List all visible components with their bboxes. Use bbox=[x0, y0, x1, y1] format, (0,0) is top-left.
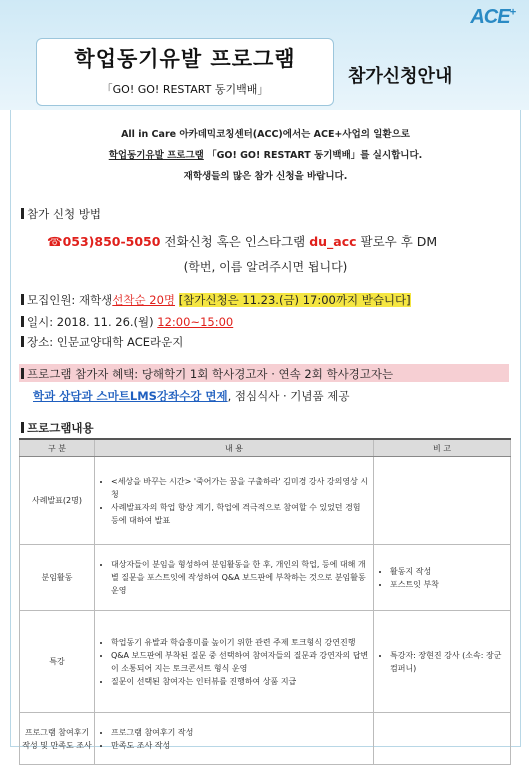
table-row: 사례발표(2명) • <세상을 바꾸는 시간> '죽어가는 꿈을 구출하라' 김미경 강사 강의영상 시청 • 사례발표자의 학업 향상 계기, 학업에 격극적으로 참여할 수 있었던 경험 등에 대하여 발표 bbox=[20, 457, 511, 545]
intro-line-2: 학업동기유발 프로그램 「GO! GO! RESTART 동기백배」를 실시합니다. bbox=[108, 150, 423, 161]
list-item: • 질문이 선택된 참여자는 인터뷰를 진행하여 상품 지급 bbox=[111, 675, 369, 688]
apply-heading: 참가 신청 방법 bbox=[21, 206, 101, 222]
date-line: 일시: 2018. 11. 26.(월) 12:00~15:00 bbox=[21, 314, 233, 330]
instagram-handle: du_acc bbox=[309, 234, 357, 249]
bullet-square-icon bbox=[21, 368, 24, 379]
program-heading: 프로그램내용 bbox=[21, 420, 94, 436]
page-title: 학업동기유발 프로그램 bbox=[74, 47, 296, 71]
table-row: 분임활동 • 대상자들이 분임을 형성하여 분임활동을 한 후, 개인의 학업, 등에 대해 개별 질문을 포스트잇에 작성하여 Q&A 보드판에 부착하는 것으로 분임활동 운영 • 활동지 작성 • 포스트잇 부착 bbox=[20, 545, 511, 611]
apply-note: (학번, 이름 알려주시면 됩니다) bbox=[183, 260, 348, 274]
phone-number: ☎053)850-5050 bbox=[47, 234, 161, 249]
bullet-square-icon bbox=[21, 208, 24, 219]
intro-text bbox=[11, 124, 520, 187]
place-line: 장소: 인문교양대학 ACE라운지 bbox=[21, 334, 183, 350]
program-subtitle: 「GO! GO! RESTART 동기백배」 bbox=[101, 83, 269, 96]
col-remarks: 비 고 bbox=[374, 439, 511, 457]
bullet-square-icon bbox=[21, 422, 24, 433]
notice-title: 참가신청안내 bbox=[348, 66, 453, 87]
list-item: • 활동지 작성 bbox=[390, 565, 506, 578]
list-item: • 만족도 조사 작성 bbox=[111, 739, 369, 752]
header-banner bbox=[0, 0, 529, 110]
recruit-line: 모집인원: 재학생선착순 20명 [참가신청은 11.23.(금) 17:00까지 받습니다] bbox=[21, 292, 411, 308]
list-item: • <세상을 바꾸는 시간> '죽어가는 꿈을 구출하라' 김미경 강사 강의영상 시청 bbox=[111, 475, 369, 501]
ace-logo: ACE+ bbox=[470, 6, 515, 28]
list-item: • 포스트잇 부착 bbox=[390, 578, 506, 591]
col-category: 구 분 bbox=[20, 439, 95, 457]
list-item: • Q&A 보드판에 부착된 질문 중 선택하여 참여자들의 질문과 강연자의 답변이 소통되어 지는 토크콘서트 형식 운영 bbox=[111, 649, 369, 675]
bullet-square-icon bbox=[21, 294, 24, 305]
title-box bbox=[36, 38, 334, 106]
bullet-square-icon bbox=[21, 316, 24, 327]
benefit-line-1: 프로그램 참가자 혜택: 당해학기 1회 학사경고자 · 연속 2회 학사경고자는 bbox=[21, 366, 393, 382]
intro-line-1: All in Care 아카데믹코칭센터(ACC)에서는 ACE+사업의 일환으로 bbox=[121, 129, 410, 140]
table-row: 프로그램 참여후기 작성 및 만족도 조사 • 프로그램 참여후기 작성 • 만족도 조사 작성 bbox=[20, 713, 511, 765]
list-item: • 프로그램 참여후기 작성 bbox=[111, 726, 369, 739]
table-row: 특강 • 학업동기 유발과 학습흥미를 높이기 위한 관련 주제 토크형식 강연진행 • Q&A 보드판에 부착된 질문 중 선택하여 참여자들의 질문과 강연자의 답변이 소통되어 지는 토크콘서트 형식 운영 • 질문이 선택된 참여자는 인터뷰를 진행하여 상품 지급 • 특강자: 장현진 강사 (소속: 장군컴퍼니) bbox=[20, 611, 511, 713]
content-panel bbox=[10, 110, 521, 750]
bullet-square-icon bbox=[21, 336, 24, 347]
table-header-row bbox=[20, 439, 511, 457]
benefit-line-2: 학과 상담과 스마트LMS강좌수강 면제, 점심식사 · 기념품 제공 bbox=[33, 389, 350, 403]
list-item: • 학업동기 유발과 학습흥미를 높이기 위한 관련 주제 토크형식 강연진행 bbox=[111, 636, 369, 649]
apply-method: ☎053)850-5050 전화신청 혹은 인스타그램 du_acc 팔로우 후 DM bbox=[47, 234, 438, 249]
program-table bbox=[19, 438, 511, 765]
deadline-highlight: [참가신청은 11.23.(금) 17:00까지 받습니다] bbox=[178, 293, 411, 307]
list-item: • 사례발표자의 학업 향상 계기, 학업에 격극적으로 참여할 수 있었던 경험 등에 대하여 발표 bbox=[111, 501, 369, 527]
list-item: • 특강자: 장현진 강사 (소속: 장군컴퍼니) bbox=[390, 649, 506, 675]
col-content: 내 용 bbox=[95, 439, 374, 457]
intro-line-3: 재학생들의 많은 참가 신청을 바랍니다. bbox=[183, 171, 348, 182]
list-item: • 대상자들이 분임을 형성하여 분임활동을 한 후, 개인의 학업, 등에 대해 개별 질문을 포스트잇에 작성하여 Q&A 보드판에 부착하는 것으로 분임활동 운영 bbox=[111, 558, 369, 597]
